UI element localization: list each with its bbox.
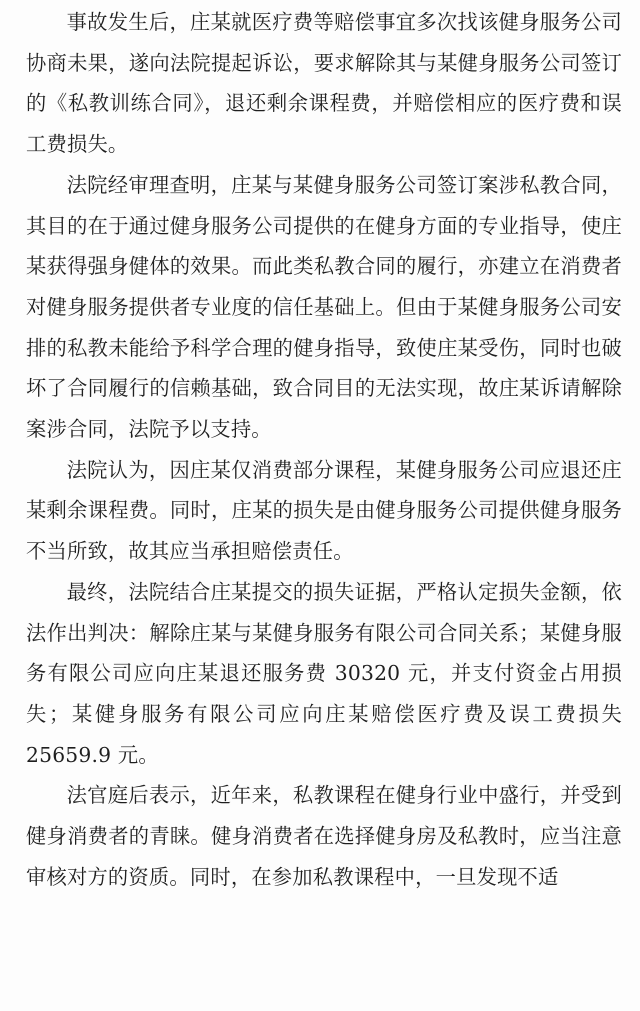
paragraph-judgment: 最终，法院结合庄某提交的损失证据，严格认定损失金额，依法作出判决：解除庄某与某健身服务有限公司合同关系；某健身服务有限公司应向庄某退还服务费 30320 元，并支付资金占用损失；某健身服务有限公司应向庄某赔偿医疗费及误工费损失25659.9 元。 (26, 579, 622, 767)
paragraph-judge-remarks: 法官庭后表示，近年来，私教课程在健身行业中盛行，并受到健身消费者的青睐。健身消费者在选择健身房及私教时，应当注意审核对方的资质。同时，在参加私教课程中，一旦发现不适 (26, 783, 622, 889)
article-body (26, 2, 622, 897)
paragraph-lawsuit: 事故发生后，庄某就医疗费等赔偿事宜多次找该健身服务公司协商未果，遂向法院提起诉讼，要求解除其与某健身服务公司签订的《私教训练合同》，退还剩余课程费，并赔偿相应的医疗费和误工费损失。 (26, 10, 622, 157)
paragraph-court-findings: 法院经审理查明，庄某与某健身服务公司签订案涉私教合同，其目的在于通过健身服务公司提供的在健身方面的专业指导，使庄某获得强身健体的效果。而此类私教合同的履行，亦建立在消费者对健身服务提供者专业度的信任基础上。但由于某健身服务公司安排的私教未能给予科学合理的健身指导，致使庄某受伤，同时也破坏了合同履行的信赖基础，致合同目的无法实现，故庄某诉请解除案涉合同，法院予以支持。 (26, 172, 622, 442)
paragraph-court-opinion: 法院认为，因庄某仅消费部分课程，某健身服务公司应退还庄某剩余课程费。同时，庄某的损失是由健身服务公司提供健身服务不当所致，故其应当承担赔偿责任。 (26, 457, 622, 564)
